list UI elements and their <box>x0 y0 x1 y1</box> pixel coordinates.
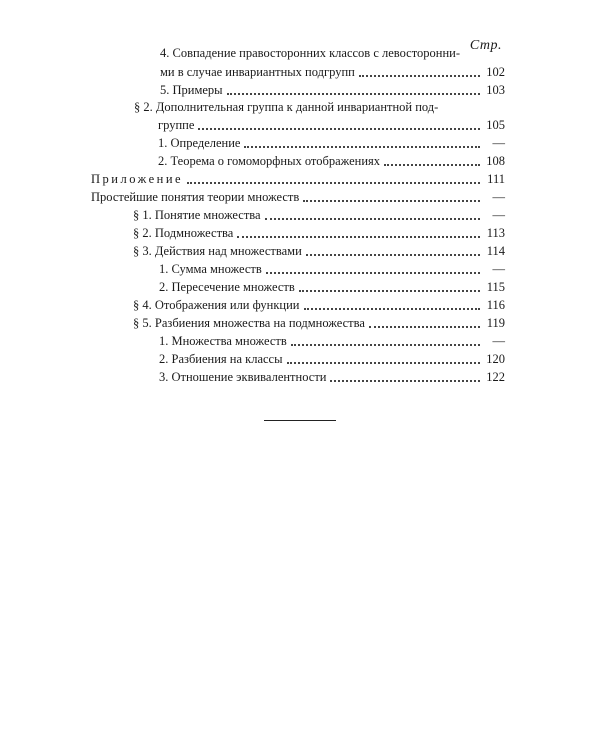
toc-entry <box>158 115 505 133</box>
toc-leader-dots <box>291 344 480 346</box>
toc-entry <box>160 62 505 80</box>
toc-entry-title: § 4. Отображения или функции <box>133 298 300 312</box>
toc-entry <box>159 259 505 277</box>
toc-leader-dots <box>359 75 480 77</box>
toc-entry-page: — <box>492 334 505 348</box>
toc-entry-page: 111 <box>487 172 505 186</box>
toc-leader-dots <box>299 290 480 292</box>
toc-entry-title: ми в случае инвариантных подгрупп <box>160 65 355 79</box>
toc-entry <box>91 187 505 205</box>
toc-entry-title: Простейшие понятия теории множеств <box>91 190 300 204</box>
toc-entry-title: § 1. Понятие множества <box>133 208 261 222</box>
toc-entry <box>133 241 505 259</box>
toc-entry-page: 114 <box>486 244 505 258</box>
toc-entry-page: 113 <box>486 226 505 240</box>
toc-entry-title: 4. Совпадение правосторонних классов с левосторонни- <box>160 46 460 60</box>
toc-entry-page: 102 <box>486 65 505 79</box>
toc-leader-dots <box>304 308 481 310</box>
toc-entry <box>158 151 505 169</box>
toc-leader-dots <box>187 182 480 184</box>
toc-entry-title: группе <box>158 118 195 132</box>
toc-entry-title: 2. Разбиения на классы <box>159 352 283 366</box>
toc-entry-page: 115 <box>486 280 505 294</box>
toc-entry <box>133 313 505 331</box>
page-column-header: Стр. <box>469 38 502 53</box>
toc-leader-dots <box>330 380 480 382</box>
toc-leader-dots <box>265 218 480 220</box>
toc-entry <box>91 169 505 187</box>
end-rule <box>264 420 336 421</box>
toc-entry-title: § 2. Дополнительная группа к данной инвариантной под- <box>134 100 439 114</box>
toc-entry-page: 116 <box>486 298 505 312</box>
toc-entry-page: 120 <box>486 352 505 366</box>
toc-entry-page: — <box>492 208 505 222</box>
toc-entry-title: § 5. Разбиения множества на подмножества <box>133 316 365 330</box>
toc-entry-title: 2. Теорема о гомоморфных отображениях <box>158 154 381 168</box>
toc-entry-title: § 3. Действия над множествами <box>133 244 302 258</box>
toc-leader-dots <box>244 146 480 148</box>
toc-leader-dots <box>303 200 480 202</box>
toc-entry-page: — <box>492 262 505 276</box>
toc-entry-title: 1. Множества множеств <box>159 334 287 348</box>
toc-entry-title: 2. Пересечение множеств <box>159 280 295 294</box>
toc-entry-title: 1. Сумма множеств <box>159 262 262 276</box>
toc-entry <box>133 295 505 313</box>
toc-leader-dots <box>287 362 480 364</box>
toc-entry <box>159 367 505 385</box>
toc-entry-page: 119 <box>486 316 505 330</box>
toc-entry-title: 1. Определение <box>158 136 241 150</box>
toc-entry <box>133 223 505 241</box>
toc-entry-page: 108 <box>486 154 505 168</box>
toc-entry <box>133 205 505 223</box>
toc-entry-title: § 2. Подмножества <box>133 226 234 240</box>
toc-leader-dots <box>198 128 480 130</box>
toc-leader-dots <box>237 236 480 238</box>
toc-entry-page: 105 <box>486 118 505 132</box>
toc-entry-page: 103 <box>486 83 505 97</box>
toc-entry-title: Приложение <box>91 172 184 186</box>
toc-entry-title: 5. Примеры <box>160 83 223 97</box>
toc-leader-dots <box>227 93 480 95</box>
toc-entry-page: — <box>492 190 505 204</box>
toc-entry <box>134 97 438 115</box>
toc-entry-title: 3. Отношение эквивалентности <box>159 370 327 384</box>
toc-leader-dots <box>384 164 480 166</box>
toc-leader-dots <box>369 326 480 328</box>
toc-leader-dots <box>266 272 480 274</box>
toc-entry-page: 122 <box>486 370 505 384</box>
toc-leader-dots <box>306 254 480 256</box>
toc-entry <box>159 277 505 295</box>
toc-entry-page: — <box>492 136 505 150</box>
toc-entry <box>159 349 505 367</box>
toc-entry <box>160 43 460 61</box>
toc-entry <box>158 133 505 151</box>
toc-entry <box>159 331 505 349</box>
toc-entry <box>160 80 505 98</box>
